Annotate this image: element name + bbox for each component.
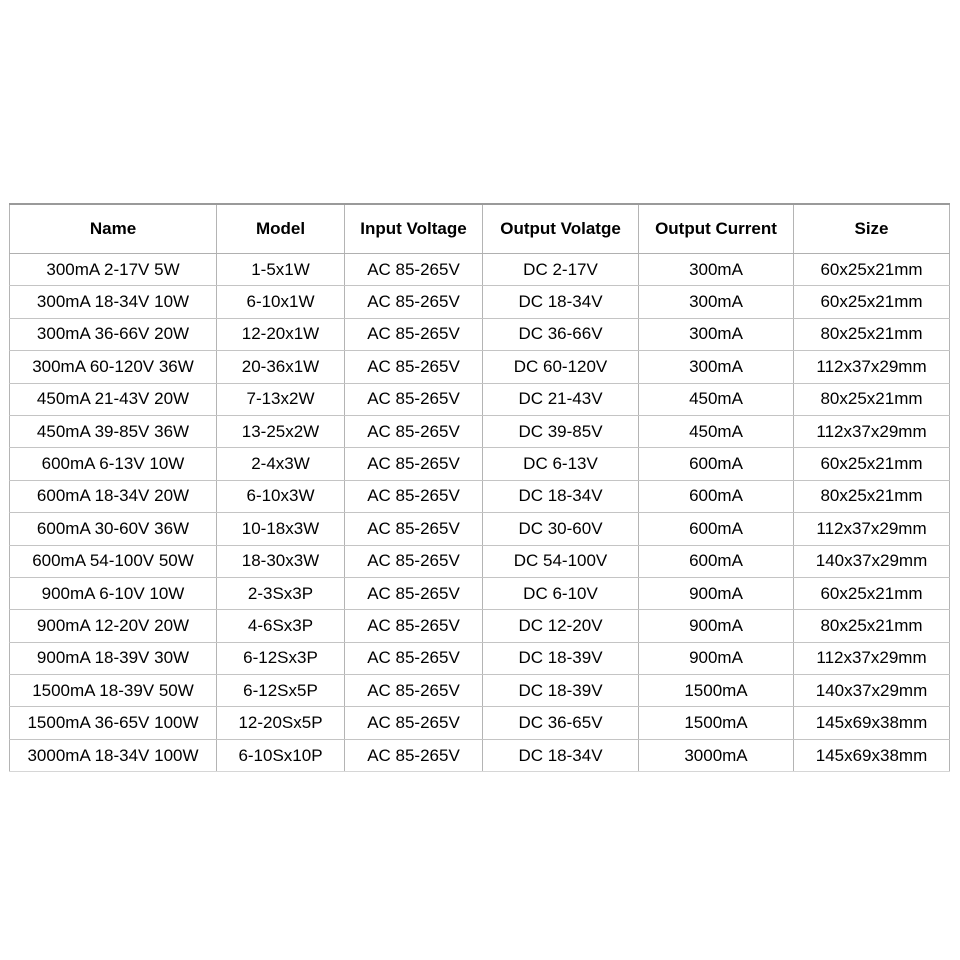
- cell-model: 20-36x1W: [217, 351, 345, 383]
- cell-output-current: 450mA: [639, 415, 794, 447]
- cell-input-voltage: AC 85-265V: [345, 707, 483, 739]
- cell-input-voltage: AC 85-265V: [345, 480, 483, 512]
- cell-output-voltage: DC 18-34V: [483, 739, 639, 771]
- cell-model: 6-12Sx3P: [217, 642, 345, 674]
- cell-output-voltage: DC 30-60V: [483, 513, 639, 545]
- cell-size: 80x25x21mm: [794, 318, 950, 350]
- cell-output-voltage: DC 21-43V: [483, 383, 639, 415]
- cell-model: 12-20Sx5P: [217, 707, 345, 739]
- cell-output-current: 3000mA: [639, 739, 794, 771]
- cell-output-voltage: DC 18-34V: [483, 480, 639, 512]
- cell-name: 300mA 2-17V 5W: [10, 254, 217, 286]
- cell-name: 900mA 12-20V 20W: [10, 610, 217, 642]
- table-row: [10, 480, 950, 512]
- cell-output-voltage: DC 39-85V: [483, 415, 639, 447]
- header-row: [10, 204, 950, 254]
- cell-model: 7-13x2W: [217, 383, 345, 415]
- cell-model: 4-6Sx3P: [217, 610, 345, 642]
- cell-size: 80x25x21mm: [794, 480, 950, 512]
- cell-output-voltage: DC 18-39V: [483, 642, 639, 674]
- cell-input-voltage: AC 85-265V: [345, 318, 483, 350]
- cell-size: 145x69x38mm: [794, 739, 950, 771]
- header-output-current: Output Current: [639, 204, 794, 254]
- table-row: [10, 739, 950, 771]
- cell-model: 6-12Sx5P: [217, 675, 345, 707]
- cell-input-voltage: AC 85-265V: [345, 448, 483, 480]
- cell-output-current: 1500mA: [639, 707, 794, 739]
- cell-input-voltage: AC 85-265V: [345, 739, 483, 771]
- cell-model: 12-20x1W: [217, 318, 345, 350]
- cell-input-voltage: AC 85-265V: [345, 642, 483, 674]
- cell-output-current: 300mA: [639, 318, 794, 350]
- cell-name: 600mA 54-100V 50W: [10, 545, 217, 577]
- cell-output-voltage: DC 60-120V: [483, 351, 639, 383]
- table-row: [10, 351, 950, 383]
- table-row: [10, 318, 950, 350]
- cell-input-voltage: AC 85-265V: [345, 610, 483, 642]
- cell-name: 450mA 21-43V 20W: [10, 383, 217, 415]
- cell-output-voltage: DC 6-10V: [483, 577, 639, 609]
- cell-output-current: 600mA: [639, 545, 794, 577]
- cell-input-voltage: AC 85-265V: [345, 351, 483, 383]
- cell-model: 2-3Sx3P: [217, 577, 345, 609]
- cell-size: 80x25x21mm: [794, 610, 950, 642]
- cell-input-voltage: AC 85-265V: [345, 254, 483, 286]
- cell-model: 2-4x3W: [217, 448, 345, 480]
- table-row: [10, 383, 950, 415]
- cell-output-current: 450mA: [639, 383, 794, 415]
- cell-size: 140x37x29mm: [794, 675, 950, 707]
- cell-output-voltage: DC 18-34V: [483, 286, 639, 318]
- cell-size: 112x37x29mm: [794, 642, 950, 674]
- cell-output-current: 900mA: [639, 610, 794, 642]
- table-row: [10, 610, 950, 642]
- cell-output-voltage: DC 2-17V: [483, 254, 639, 286]
- cell-name: 1500mA 18-39V 50W: [10, 675, 217, 707]
- cell-size: 60x25x21mm: [794, 577, 950, 609]
- table-row: [10, 675, 950, 707]
- cell-model: 6-10x1W: [217, 286, 345, 318]
- header-model: Model: [217, 204, 345, 254]
- table-row: [10, 254, 950, 286]
- cell-name: 900mA 18-39V 30W: [10, 642, 217, 674]
- cell-size: 112x37x29mm: [794, 415, 950, 447]
- cell-output-current: 600mA: [639, 513, 794, 545]
- header-input-voltage: Input Voltage: [345, 204, 483, 254]
- cell-name: 600mA 18-34V 20W: [10, 480, 217, 512]
- cell-output-voltage: DC 36-65V: [483, 707, 639, 739]
- cell-output-current: 300mA: [639, 351, 794, 383]
- cell-name: 3000mA 18-34V 100W: [10, 739, 217, 771]
- cell-output-voltage: DC 12-20V: [483, 610, 639, 642]
- cell-output-current: 300mA: [639, 254, 794, 286]
- cell-model: 10-18x3W: [217, 513, 345, 545]
- cell-size: 145x69x38mm: [794, 707, 950, 739]
- cell-size: 60x25x21mm: [794, 448, 950, 480]
- cell-model: 13-25x2W: [217, 415, 345, 447]
- table-row: [10, 286, 950, 318]
- cell-model: 6-10x3W: [217, 480, 345, 512]
- table-row: [10, 545, 950, 577]
- cell-output-current: 900mA: [639, 577, 794, 609]
- cell-model: 18-30x3W: [217, 545, 345, 577]
- cell-input-voltage: AC 85-265V: [345, 675, 483, 707]
- cell-input-voltage: AC 85-265V: [345, 545, 483, 577]
- cell-output-voltage: DC 54-100V: [483, 545, 639, 577]
- cell-size: 60x25x21mm: [794, 254, 950, 286]
- cell-name: 600mA 6-13V 10W: [10, 448, 217, 480]
- table-body: [10, 254, 950, 772]
- cell-model: 1-5x1W: [217, 254, 345, 286]
- cell-size: 80x25x21mm: [794, 383, 950, 415]
- cell-size: 60x25x21mm: [794, 286, 950, 318]
- cell-output-voltage: DC 6-13V: [483, 448, 639, 480]
- spec-table: [9, 203, 950, 772]
- cell-output-current: 600mA: [639, 448, 794, 480]
- cell-input-voltage: AC 85-265V: [345, 577, 483, 609]
- table-row: [10, 577, 950, 609]
- cell-size: 112x37x29mm: [794, 351, 950, 383]
- table-row: [10, 642, 950, 674]
- header-output-voltage: Output Volatge: [483, 204, 639, 254]
- cell-size: 140x37x29mm: [794, 545, 950, 577]
- cell-output-voltage: DC 18-39V: [483, 675, 639, 707]
- cell-size: 112x37x29mm: [794, 513, 950, 545]
- cell-name: 450mA 39-85V 36W: [10, 415, 217, 447]
- table-row: [10, 448, 950, 480]
- cell-input-voltage: AC 85-265V: [345, 383, 483, 415]
- table-row: [10, 707, 950, 739]
- cell-output-current: 1500mA: [639, 675, 794, 707]
- cell-input-voltage: AC 85-265V: [345, 415, 483, 447]
- cell-name: 900mA 6-10V 10W: [10, 577, 217, 609]
- cell-input-voltage: AC 85-265V: [345, 513, 483, 545]
- cell-name: 300mA 18-34V 10W: [10, 286, 217, 318]
- cell-output-current: 600mA: [639, 480, 794, 512]
- table-header: [10, 204, 950, 254]
- cell-input-voltage: AC 85-265V: [345, 286, 483, 318]
- cell-name: 1500mA 36-65V 100W: [10, 707, 217, 739]
- cell-name: 300mA 36-66V 20W: [10, 318, 217, 350]
- table-row: [10, 513, 950, 545]
- table-row: [10, 415, 950, 447]
- cell-output-current: 900mA: [639, 642, 794, 674]
- cell-name: 600mA 30-60V 36W: [10, 513, 217, 545]
- header-name: Name: [10, 204, 217, 254]
- cell-output-voltage: DC 36-66V: [483, 318, 639, 350]
- cell-output-current: 300mA: [639, 286, 794, 318]
- cell-name: 300mA 60-120V 36W: [10, 351, 217, 383]
- header-size: Size: [794, 204, 950, 254]
- cell-model: 6-10Sx10P: [217, 739, 345, 771]
